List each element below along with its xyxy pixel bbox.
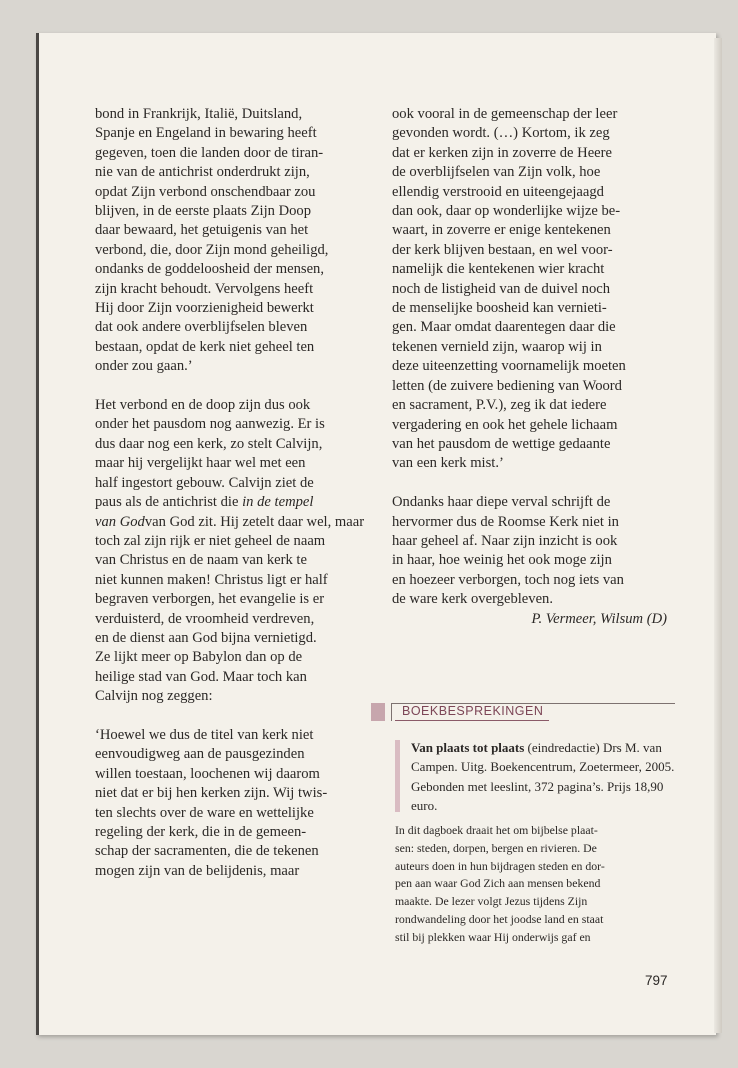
text-line: onder het pausdom nog aanwezig. Er is bbox=[95, 416, 325, 433]
text-line bbox=[95, 513, 370, 532]
section-marker bbox=[371, 703, 385, 721]
page-number: 797 bbox=[645, 973, 668, 988]
text-line: en sacrament, P.V.), zeg ik dat iedere bbox=[392, 397, 607, 414]
text-line: auteurs doen in hun bijdragen steden en dor- bbox=[395, 858, 605, 873]
text-line: niet dat er bij hen kerken zijn. Wij twis- bbox=[95, 785, 328, 802]
text-line: noch de listigheid van de duivel noch bbox=[392, 280, 611, 297]
text-line: dus daar nog een kerk, zo stelt Calvijn, bbox=[95, 435, 323, 452]
text-line: tekenen vernield zijn, waarop wij in bbox=[392, 338, 602, 355]
paragraph-gap bbox=[95, 707, 370, 726]
text-line: Het verbond en de doop zijn dus ook bbox=[95, 397, 311, 414]
page-edge bbox=[714, 38, 722, 1033]
text-line: daar bewaard, het getuigenis van het bbox=[95, 222, 309, 239]
text-line: ondanks de goddeloosheid der mensen, bbox=[95, 261, 324, 278]
paragraph-gap bbox=[392, 474, 667, 493]
text-line: ten slechts over de ware en wettelijke bbox=[95, 804, 314, 821]
text-line: mogen zijn van de belijdenis, maar bbox=[95, 862, 300, 879]
text-line: de overblijfselen van Zijn volk, hoe bbox=[392, 164, 601, 181]
text-line: de ware kerk overgebleven. bbox=[392, 591, 553, 608]
book-title: Van plaats tot plaats bbox=[411, 740, 525, 755]
text-line: van het pausdom de wettige gedaante bbox=[392, 435, 611, 452]
text-line: dat ook andere overblijfselen bleven bbox=[95, 319, 308, 336]
text-line: dat er kerken zijn in zoverre de Heere bbox=[392, 144, 612, 161]
text-line: rondwandeling door het joodse land en staat bbox=[395, 911, 604, 926]
book-review bbox=[395, 738, 675, 815]
left-column bbox=[95, 105, 370, 881]
review-summary bbox=[411, 738, 675, 815]
text-line: eenvoudigweg aan de pausgezinden bbox=[95, 746, 305, 763]
text-line: nie van de antichrist onderdrukt zijn, bbox=[95, 164, 310, 181]
text-line: Spanje en Engeland in bewaring heeft bbox=[95, 125, 317, 142]
text-line: sen: steden, dorpen, bergen en rivieren. De bbox=[395, 840, 597, 855]
section-title-underline bbox=[395, 720, 549, 721]
text-line: ‘Hoewel we dus de titel van kerk niet bbox=[95, 726, 314, 743]
text-line: Ondanks haar diepe verval schrijft de bbox=[392, 494, 611, 511]
text-line: bond in Frankrijk, Italië, Duitsland, bbox=[95, 106, 303, 122]
text-line: vergadering en ook het gehele lichaam bbox=[392, 416, 618, 433]
text-line: van Christus en de naam van kerk te bbox=[95, 552, 307, 569]
text-line: onder zou gaan.’ bbox=[95, 358, 193, 375]
text-line: blijven, in de eerste plaats Zijn Doop bbox=[95, 203, 312, 220]
italic-phrase: in de tempel bbox=[242, 494, 314, 511]
text-segment: paus als de antichrist die bbox=[95, 494, 243, 511]
text-line: der kerk blijven bestaan, en wel voor- bbox=[392, 241, 613, 258]
text-line: haar geheel af. Naar zijn inzicht is ook bbox=[392, 532, 618, 549]
text-line: toch zal zijn rijk er niet geheel de naam bbox=[95, 532, 326, 549]
text-line: stil bij plekken waar Hij onderwijs gaf en bbox=[395, 929, 591, 944]
text-line: begraven verborgen, het evangelie is er bbox=[95, 591, 325, 608]
text-line: In dit dagboek draait het om bijbelse plaat- bbox=[395, 823, 598, 837]
text-line: willen toestaan, loochenen wij daarom bbox=[95, 765, 320, 782]
author-signature: P. Vermeer, Wilsum (D) bbox=[531, 610, 667, 627]
text-line: half ingestort gebouw. Calvijn ziet de bbox=[95, 474, 314, 491]
text-line: van een kerk mist.’ bbox=[392, 455, 504, 472]
text-line: en de dienst aan God bijna vernietigd. bbox=[95, 629, 317, 646]
header-rule-vertical bbox=[391, 703, 392, 721]
text-line: opdat Zijn verbond onschendbaar zou bbox=[95, 183, 316, 200]
text-line: bestaan, opdat de kerk niet geheel ten bbox=[95, 338, 315, 355]
book-details: (eindredactie) Drs M. van Campen. Uitg. Boekencentrum, Zoetermeer, 2005. Gebonden met leeslint, 372 pagina’s. Prijs 18,90 euro. bbox=[411, 740, 675, 813]
text-line: zijn kracht behoudt. Vervolgens heeft bbox=[95, 280, 314, 297]
text-line: in haar, hoe weinig het ook moge zijn bbox=[392, 552, 612, 569]
text-line: ellendig verstrooid en uiteengejaagd bbox=[392, 183, 604, 200]
section-header bbox=[371, 703, 675, 721]
text-line: en hoezeer verborgen, toch nog iets van bbox=[392, 571, 624, 588]
text-segment: van God zit. Hij zetelt daar wel, maar bbox=[144, 513, 365, 530]
right-column bbox=[392, 105, 667, 629]
text-line: maar hij vergelijkt haar wel met een bbox=[95, 455, 306, 472]
review-sidebar bbox=[395, 740, 400, 812]
text-line: Hij door Zijn voorzienigheid bewerkt bbox=[95, 300, 314, 317]
book-spine bbox=[36, 33, 39, 1035]
review-body bbox=[395, 822, 675, 947]
text-line: niet kunnen maken! Christus ligt er half bbox=[95, 571, 328, 588]
text-line: gegeven, toen die landen door de tiran- bbox=[95, 144, 324, 161]
text-line: verbond, die, door Zijn mond geheiligd, bbox=[95, 241, 329, 258]
paragraph-gap bbox=[95, 377, 370, 396]
text-line: Calvijn nog zeggen: bbox=[95, 688, 213, 705]
text-line: dan ook, daar op wonderlijke wijze be- bbox=[392, 203, 621, 220]
text-line: deze uiteenzetting voornamelijk moeten bbox=[392, 358, 626, 375]
text-line: maakte. De lezer volgt Jezus tijdens Zijn bbox=[395, 894, 588, 909]
text-line: namelijk die kentekenen wier kracht bbox=[392, 261, 605, 278]
text-line: gen. Maar omdat daarentegen daar die bbox=[392, 319, 616, 336]
section-title: BOEKBESPREKINGEN bbox=[402, 704, 544, 718]
text-line: heilige stad van God. Maar toch kan bbox=[95, 668, 307, 685]
text-line: de menselijke boosheid kan vernieti- bbox=[392, 300, 607, 317]
text-line: letten (de zuivere bediening van Woord bbox=[392, 377, 622, 394]
text-line bbox=[95, 493, 370, 512]
text-line: ook vooral in de gemeenschap der leer bbox=[392, 106, 618, 122]
text-line: gevonden wordt. (…) Kortom, ik zeg bbox=[392, 125, 610, 142]
text-line: waart, in zoverre er enige kentekenen bbox=[392, 222, 611, 239]
text-line: schap der sacramenten, die de tekenen bbox=[95, 843, 319, 860]
text-line: Ze lijkt meer op Babylon dan op de bbox=[95, 649, 303, 666]
text-line: verduisterd, de vroomheid verdreven, bbox=[95, 610, 315, 627]
text-line: regeling der kerk, die in de gemeen- bbox=[95, 824, 307, 840]
italic-phrase-continued: van God bbox=[95, 513, 145, 530]
text-line: hervormer dus de Roomse Kerk niet in bbox=[392, 513, 619, 530]
text-line: pen aan waar God Zich aan mensen bekend bbox=[395, 876, 601, 891]
